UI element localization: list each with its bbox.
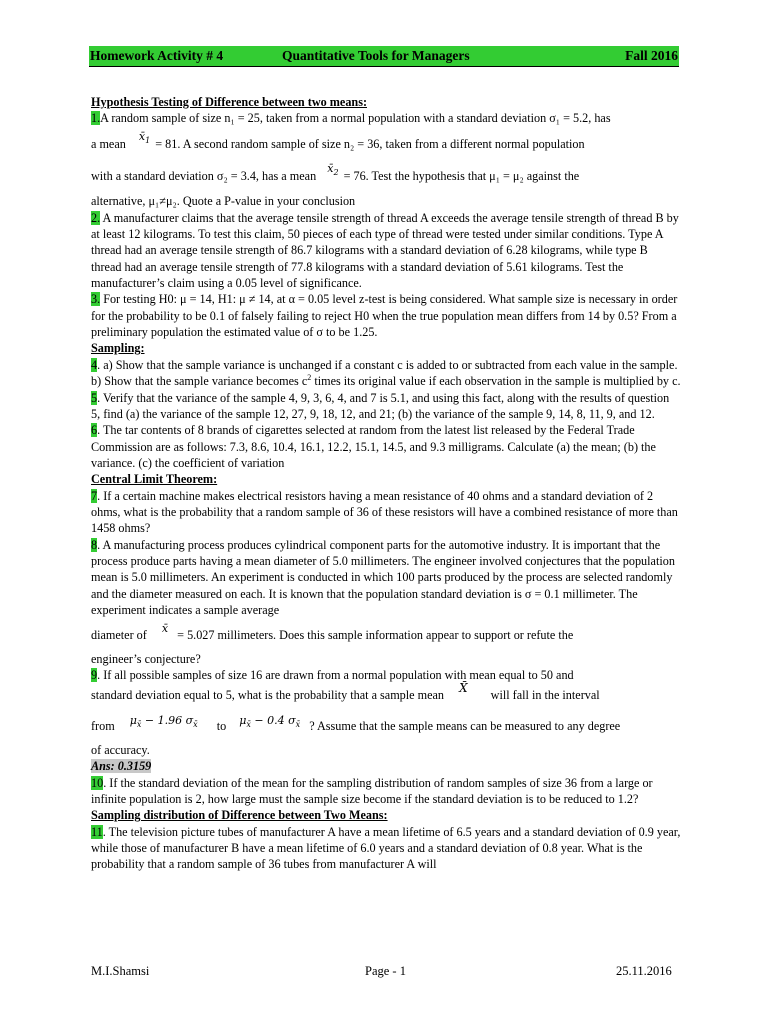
question-number: 10 xyxy=(91,775,104,790)
question-number: 8 xyxy=(91,537,98,552)
lower-bound-expression: $\mu_{x̄} - 1.96$ $\sigma_{x̄}$ xyxy=(129,713,198,729)
question-number: 2. xyxy=(91,210,101,225)
section-hypothesis-testing: Hypothesis Testing of Difference between two means: xyxy=(91,95,367,109)
question-9: 9. If all possible samples of size 16 are drawn from a normal population with mean equal to 50 and standard deviation equal to 5, what is the probability that a sample mean X̄ will fall in the interval from $\mu_{x̄} - 1.96$ $\sigma_{x̄}$ to $\mu_{x̄} - 0.4$ $\sigma_{x̄}$ ? Assume that the sample means can be measured to any degree of accuracy. xyxy=(91,668,621,758)
question-10: 10. If the standard deviation of the mean for the sampling distribution of random samples of size 36 from a large or infinite population is 2, how large must the sample size become if the standard deviation is to be reduced to 1.2? xyxy=(91,775,653,807)
footer-page-number: Page - 1 xyxy=(365,964,406,978)
question-number: 4 xyxy=(91,357,98,372)
question-number: 7 xyxy=(91,488,98,503)
question-5: 5. Verify that the variance of the sample 4, 9, 3, 6, 4, and 7 is 5.1, and using this fact, along with the results of question 5, find (a) the variance of the sample 12, 27, 9, 18, 12, and 21; (b) the variance of the sample 9, 14, 8, 11, 9, and 12. xyxy=(91,390,670,421)
sample-mean-symbol: X̄ xyxy=(459,681,468,696)
header-activity: Homework Activity # 4 xyxy=(90,48,224,63)
answer-label: Ans: 0.3159 xyxy=(91,759,152,774)
question-number: 11 xyxy=(91,824,103,839)
question-11: 11. The television picture tubes of manufacturer A have a mean lifetime of 6.5 years and a standard deviation of 0.9 year, while those of manufacturer B have a mean lifetime of 6.0 years and a standard deviation of 0.8 year. What is the probability that a random sample of 36 tubes from manufacturer A will xyxy=(91,824,681,872)
section-sampling: Sampling: xyxy=(91,341,145,356)
question-2: 2. A manufacturer claims that the average tensile strength of thread A exceeds the average tensile strength of thread B by at least 12 kilograms. To test this claim, 50 pieces of each type of thread were tested under similar conditions. Type A thread had an average tensile strength of 86.7 kilograms with a standard deviation of 6.28 kilograms, while type B thread had an average tensile strength of 77.8 kilograms with a standard deviation of 5.61 kilograms. Test the manufacturer’s claim using a 0.05 level of significance. xyxy=(91,210,679,291)
question-number: 9 xyxy=(91,668,98,682)
section-sampling-distribution: Sampling distribution of Difference between Two Means: xyxy=(91,808,388,823)
section-central-limit-theorem: Central Limit Theorem: xyxy=(91,472,218,487)
header-term: Fall 2016 xyxy=(625,48,678,63)
question-number: 1. xyxy=(91,111,101,126)
page-header xyxy=(89,46,679,67)
question-6: 6. The tar contents of 8 brands of cigarettes selected at random from the latest list released by the Federal Trade Commission are as follows: 7.3, 8.6, 10.4, 16.1, 12.2, 15.1, 14.5, and 9.3 milligrams. Calculate (a) the mean; (b) the variance. (c) the coefficient of variation xyxy=(91,423,656,470)
question-number: 5 xyxy=(91,390,98,405)
upper-bound-expression: $\mu_{x̄} - 0.4$ $\sigma_{x̄}$ xyxy=(239,713,301,729)
question-7: 7. If a certain machine makes electrical resistors having a mean resistance of 40 ohms and a standard deviation of 2 ohms, what is the probability that a random sample of 36 of these resistors will have a combined resistance of more than 1458 ohms? xyxy=(91,488,678,536)
question-4: 4. a) Show that the sample variance is unchanged if a constant c is added to or subtracted from each value in the sample. b) Show that the sample variance becomes $c^2$ times its original value if each observation in the sample is multiplied by c. xyxy=(91,357,681,389)
footer-date: 25.11.2016 xyxy=(616,964,672,978)
question-8: 8. A manufacturing process produces cylindrical component parts for the automotive industry. It is important that the process produce parts having a mean diameter of 5.0 millimeters. The engineer involved conjectures that the population mean is 5.0 millimeters. An experiment is conducted in which 100 parts produced by the process are selected randomly and the diameter measured on each. It is known that the population standard deviation is σ = 0.1 millimeter. The experiment indicates a sample average diameter of x̄ = 5.027 millimeters. Does this sample information appear to support or refute the engineer’s conjecture? xyxy=(91,537,675,666)
header-course: Quantitative Tools for Managers xyxy=(282,48,470,63)
question-number: 6 xyxy=(91,423,98,438)
x-bar-symbol: x̄ xyxy=(161,622,169,636)
question-1: 1.A random sample of size n₁ = 25, taken from a normal population with a standard deviation σ₁ = 5.2, has a mean $x̄_1 = 81$. A second random sample of size n₂ = 36, taken from a different normal population with a standard deviation σ₂ = 3.4, has a mean $x̄_2 = 76$. Test the hypothesis that μ₁ = μ₂ against the alternative, μ₁≠μ₂. Quote a P-value in your conclusion xyxy=(91,111,611,209)
document-body xyxy=(91,94,681,873)
x2-bar-symbol: $x̄_2$ xyxy=(327,162,339,178)
question-number: 3. xyxy=(91,292,101,307)
x1-bar-symbol: $x̄_1$ xyxy=(138,129,151,145)
footer-author: M.I.Shamsi xyxy=(91,964,150,978)
question-3: 3. For testing H0: μ = 14, H1: μ ≠ 14, at α = 0.05 level z-test is being considered. What sample size is necessary in order for the probability to be 0.1 of falsely failing to reject H0 when the true population mean differs from 14 by 0.5? From a preliminary population the estimated value of σ to be 1.25. xyxy=(91,292,678,340)
